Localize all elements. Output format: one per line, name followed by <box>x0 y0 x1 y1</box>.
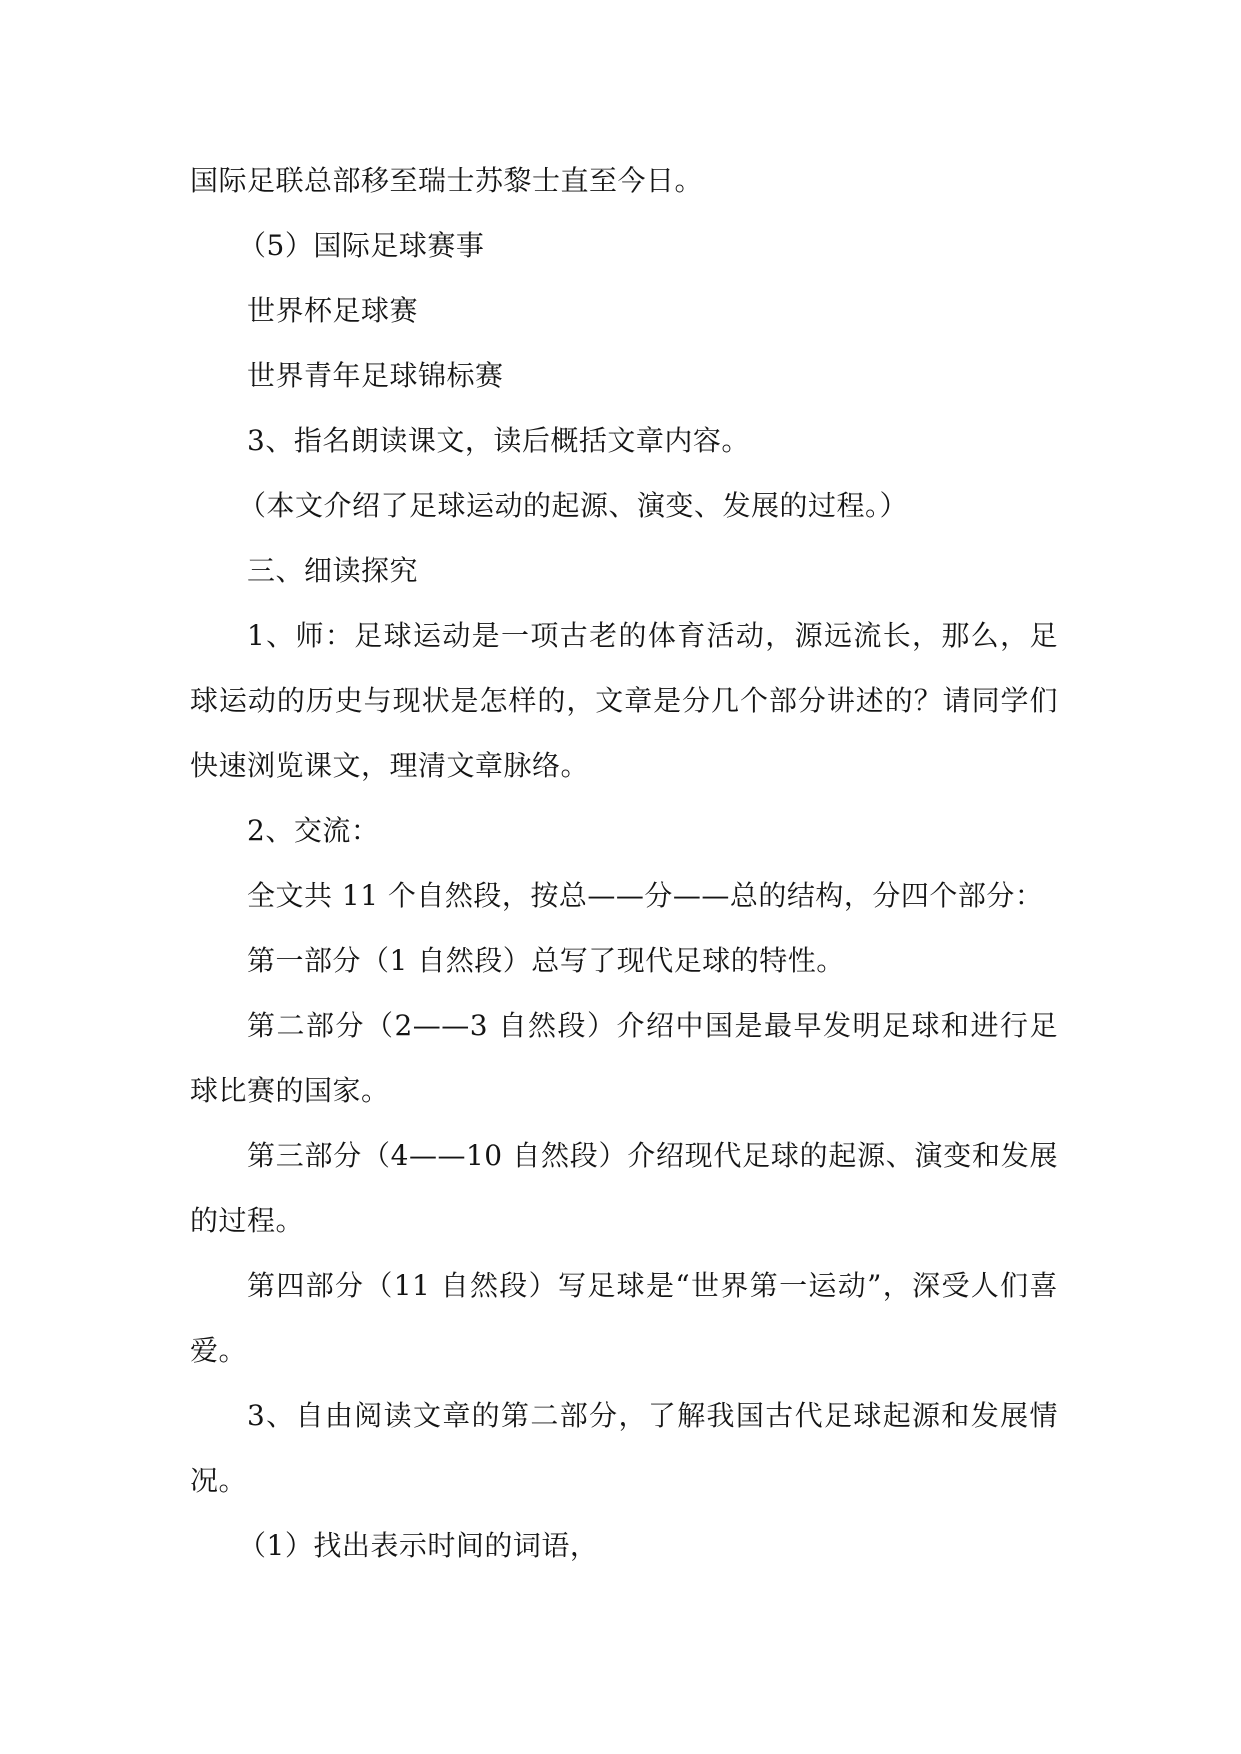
paragraph-discussion: 2、交流： <box>247 814 380 847</box>
paragraph-find-time-words: （1）找出表示时间的词语， <box>238 1529 599 1562</box>
section-heading-detailed-reading: 三、细读探究 <box>247 554 419 587</box>
paragraph-part-three: 第三部分（4——10 自然段）介绍现代足球的起源、演变和发展的过程。 <box>190 1139 1058 1237</box>
paragraph-step-3-free-reading: 3、自由阅读文章的第二部分，了解我国古代足球起源和发展情况。 <box>190 1399 1058 1497</box>
paragraph-structure-overview: 全文共 11 个自然段，按总——分——总的结构，分四个部分： <box>247 879 1044 912</box>
paragraph-fifa-headquarters: 国际足联总部移至瑞士苏黎士直至今日。 <box>190 164 704 197</box>
paragraph-part-one: 第一部分（1 自然段）总写了现代足球的特性。 <box>247 944 845 977</box>
paragraph-step-3-reading: 3、指名朗读课文，读后概括文章内容。 <box>247 424 750 457</box>
paragraph-part-four: 第四部分（11 自然段）写足球是“世界第一运动”，深受人们喜爱。 <box>190 1269 1058 1367</box>
paragraph-teacher-question: 1、师：足球运动是一项古老的体育活动，源远流长，那么，足球运动的历史与现状是怎样的，文章是分几个部分讲述的？请同学们快速浏览课文，理清文章脉络。 <box>190 619 1058 782</box>
paragraph-world-cup: 世界杯足球赛 <box>247 294 419 327</box>
paragraph-part-two: 第二部分（2——3 自然段）介绍中国是最早发明足球和进行足球比赛的国家。 <box>190 1009 1058 1107</box>
paragraph-international-events-heading: （5）国际足球赛事 <box>238 229 485 262</box>
paragraph-world-youth-championship: 世界青年足球锦标赛 <box>247 359 504 392</box>
paragraph-summary-note: （本文介绍了足球运动的起源、演变、发展的过程。） <box>238 489 909 522</box>
